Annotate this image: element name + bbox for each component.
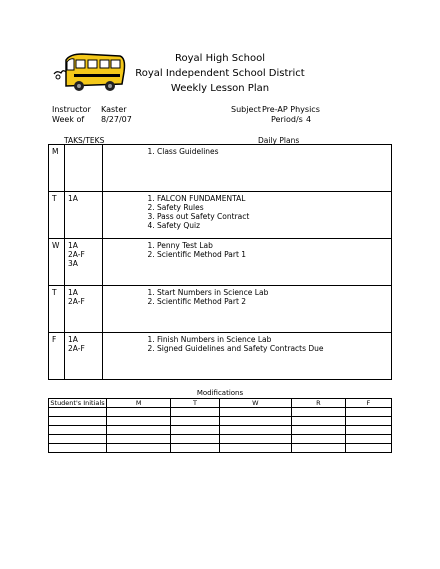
modifications-cell [292,435,346,444]
modifications-row [49,417,392,426]
modifications-cell [171,417,219,426]
modifications-header-cell: M [107,399,171,408]
modifications-row [49,444,392,453]
teks-cell: 1A [65,192,103,239]
modifications-header-cell: F [345,399,391,408]
modifications-cell [292,426,346,435]
modifications-cell [49,408,107,417]
teks-cell: 1A 2A-F 3A [65,239,103,286]
modifications-cell [107,435,171,444]
plan-list [139,335,388,353]
modifications-row [49,435,392,444]
modifications-cell [292,417,346,426]
modifications-cell [49,444,107,453]
modifications-cell [107,417,171,426]
modifications-cell [219,417,291,426]
modifications-cell [219,444,291,453]
plan-list [139,194,388,230]
district-name: Royal Independent School District [135,68,305,79]
modifications-row [49,426,392,435]
teks-cell [65,145,103,192]
day-cell: T [49,286,65,333]
modifications-cell [219,408,291,417]
modifications-cell [345,435,391,444]
modifications-cell [107,408,171,417]
modifications-header-row [49,399,392,408]
plan-item: 1. Start Numbers in Science Lab [157,288,388,297]
modifications-header-cell: R [292,399,346,408]
modifications-cell [49,426,107,435]
plan-item: 2. Scientific Method Part 1 [157,250,388,259]
modifications-cell [292,408,346,417]
period-value: 4 [306,115,312,124]
modifications-cell [345,408,391,417]
modifications-title: Modifications [196,389,244,397]
plan-row [49,333,392,380]
lesson-plan-table [48,144,392,380]
instructor-label: Instructor [52,105,91,114]
day-cell: T [49,192,65,239]
plan-item: 1. Class Guidelines [157,147,388,156]
modifications-cell [219,426,291,435]
week-value: 8/27/07 [101,115,132,124]
day-cell: F [49,333,65,380]
modifications-cell [219,435,291,444]
document-title: Weekly Lesson Plan [170,83,270,94]
modifications-cell [107,444,171,453]
plans-cell [103,145,392,192]
plan-row [49,286,392,333]
plan-item: 3. Pass out Safety Contract [157,212,388,221]
modifications-header-cell: W [219,399,291,408]
day-cell: W [49,239,65,286]
plan-item: 4. Safety Quiz [157,221,388,230]
plan-item: 2. Signed Guidelines and Safety Contracts Due [157,344,388,353]
plan-row [49,239,392,286]
day-cell: M [49,145,65,192]
modifications-cell [292,444,346,453]
plan-item: 2. Safety Rules [157,203,388,212]
week-label: Week of [52,115,85,124]
plan-item: 1. Finish Numbers in Science Lab [157,335,388,344]
school-name: Royal High School [175,53,265,64]
taks-teks-header: TAKS/TEKS [64,136,105,145]
plan-list [139,288,388,306]
plan-item: 2. Scientific Method Part 2 [157,297,388,306]
modifications-cell [345,444,391,453]
modifications-cell [49,417,107,426]
modifications-cell [345,417,391,426]
period-label: Period/s [271,115,303,124]
plans-cell [103,333,392,380]
plan-item: 1. Penny Test Lab [157,241,388,250]
plan-row [49,192,392,239]
modifications-row [49,408,392,417]
modifications-header-cell: T [171,399,219,408]
plan-list [139,241,388,259]
modifications-table [48,398,392,453]
modifications-cell [345,426,391,435]
modifications-cell [171,435,219,444]
modifications-cell [49,435,107,444]
plan-list [139,147,388,156]
plans-cell [103,286,392,333]
plan-row [49,145,392,192]
plans-cell [103,192,392,239]
teks-cell: 1A 2A-F [65,286,103,333]
modifications-header-cell: Student's Initials [50,399,105,407]
modifications-cell [171,426,219,435]
teks-cell: 1A 2A-F [65,333,103,380]
modifications-cell [171,444,219,453]
instructor-value: Kaster [101,105,127,114]
plans-cell [103,239,392,286]
daily-plans-header: Daily Plans [258,136,300,145]
subject-value: Pre-AP Physics [262,105,320,114]
subject-label: Subject [231,105,261,114]
modifications-cell [171,408,219,417]
modifications-cell [107,426,171,435]
plan-item: 1. FALCON FUNDAMENTAL [157,194,388,203]
